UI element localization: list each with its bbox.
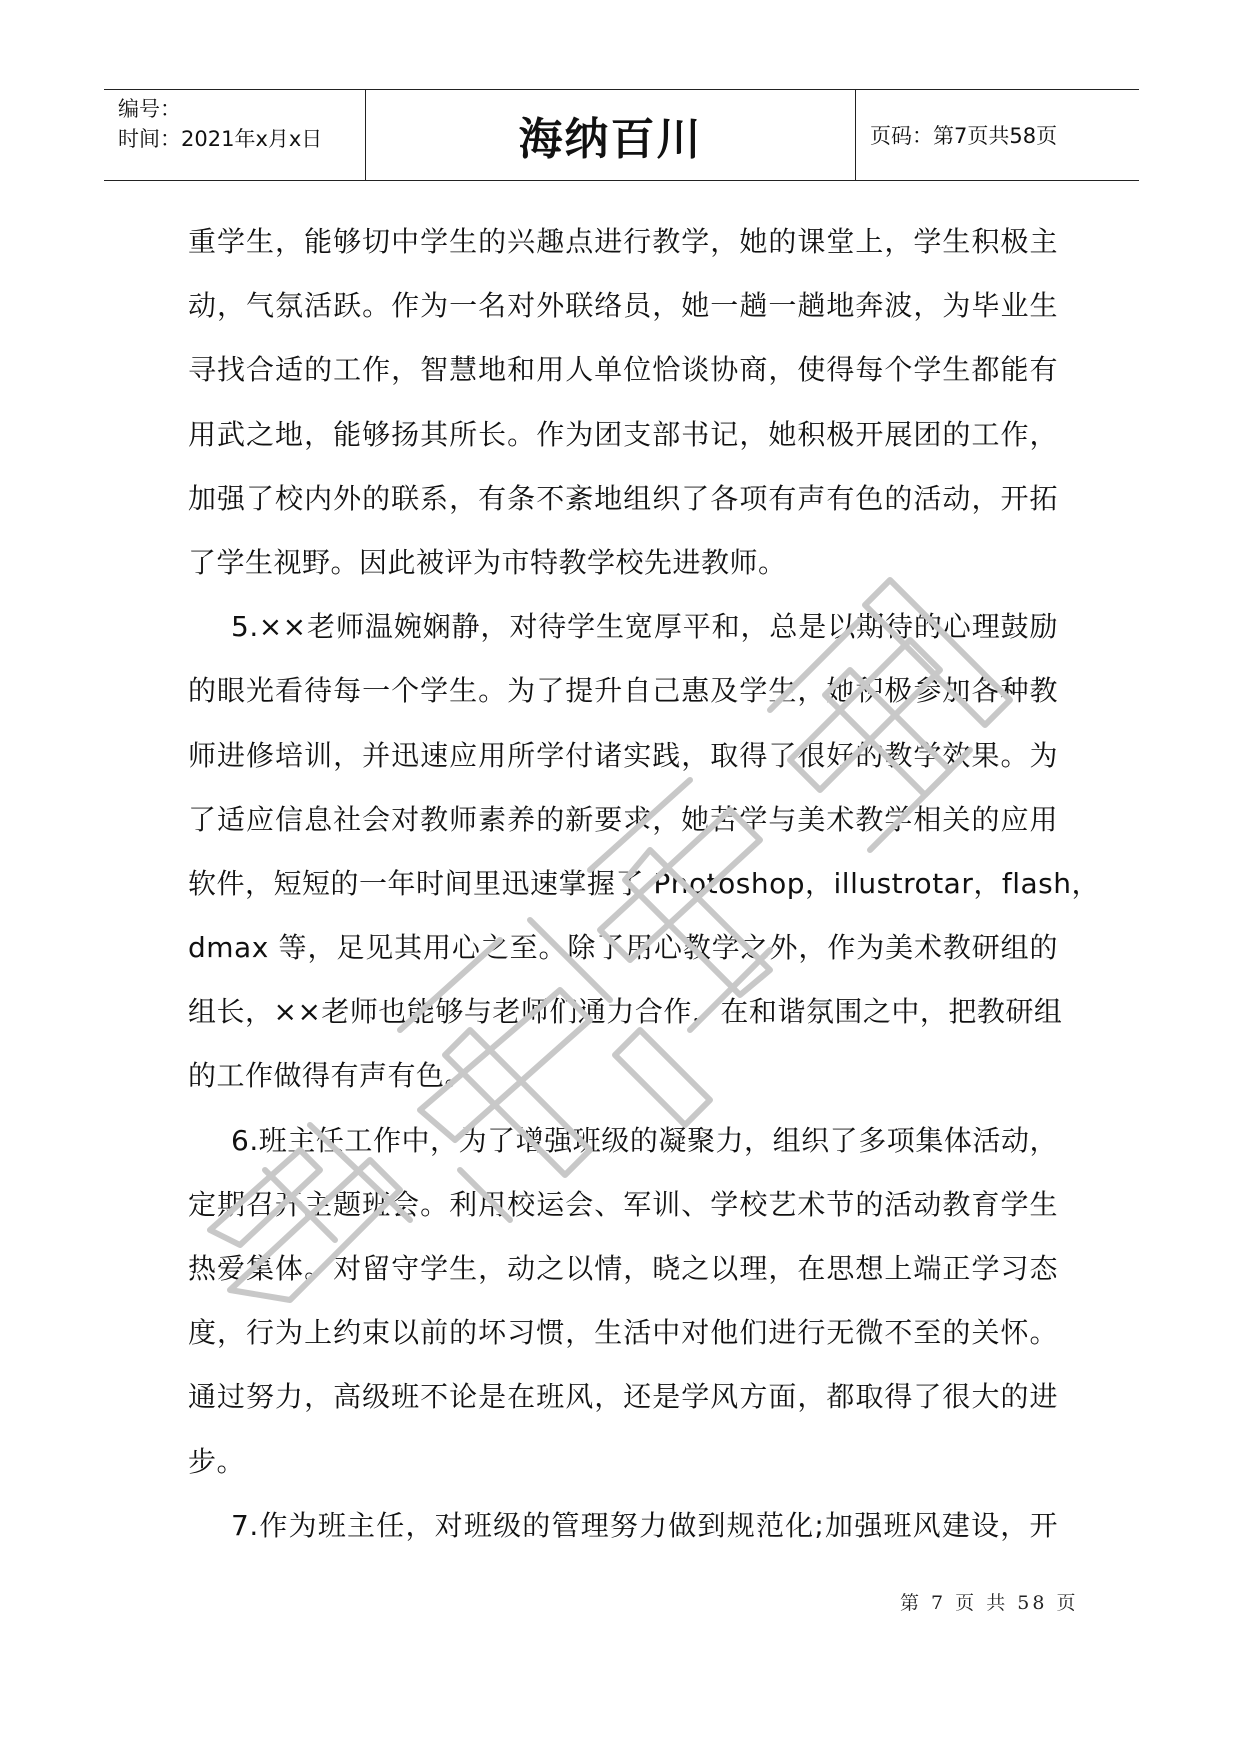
body-line: 7.作为班主任，对班级的管理努力做到规范化;加强班风建设，开 bbox=[231, 1508, 1058, 1542]
body-line: 组长，××老师也能够与老师们通力合作，在和谐氛围之中，把教研组 bbox=[188, 995, 1063, 1029]
body-line: 用武之地，能够扬其所长。作为团支部书记，她积极开展团的工作， bbox=[188, 417, 1058, 451]
page-header bbox=[104, 89, 1139, 181]
body-line: 寻找合适的工作，智慧地和用人单位恰谈协商，使得每个学生都能有 bbox=[188, 353, 1058, 387]
body-line: 热爱集体。对留守学生，动之以情，晓之以理，在思想上端正学习态 bbox=[188, 1252, 1058, 1285]
body-line: 6.班主任工作中，为了增强班级的凝聚力，组织了多项集体活动， bbox=[231, 1123, 1058, 1157]
body-line: 5.××老师温婉娴静，对待学生宽厚平和，总是以期待的心理鼓励 bbox=[231, 610, 1058, 644]
body-line: 度，行为上约束以前的坏习惯，生活中对他们进行无微不至的关怀。 bbox=[188, 1316, 1058, 1350]
header-page-label: 页码：第7页共58页 bbox=[870, 124, 1058, 148]
body-line: 加强了校内外的联系，有条不紊地组织了各项有声有色的活动，开拓 bbox=[188, 481, 1058, 515]
body-line: 重学生，能够切中学生的兴趣点进行教学，她的课堂上，学生积极主 bbox=[188, 225, 1058, 258]
body-line: 了学生视野。因此被评为市特教学校先进教师。 bbox=[188, 545, 787, 579]
header-meta-cell bbox=[104, 90, 366, 180]
serial-label: 编号： bbox=[118, 97, 181, 121]
body-line: 软件，短短的一年时间里迅速掌握了 Photoshop，illustrotar，flash， bbox=[188, 866, 1100, 900]
time-label: 时间：2021年x月x日 bbox=[118, 127, 323, 151]
body-line: 的眼光看待每一个学生。为了提升自己惠及学生，她积极参加各种教 bbox=[188, 674, 1058, 708]
body-line: 了适应信息社会对教师素养的新要求，她苦学与美术教学相关的应用 bbox=[188, 802, 1058, 836]
body-line: 动，气氛活跃。作为一名对外联络员，她一趟一趟地奔波，为毕业生 bbox=[188, 289, 1058, 323]
body-line: 通过努力，高级班不论是在班风，还是学风方面，都取得了很大的进 bbox=[188, 1380, 1058, 1414]
page-footer: 第 7 页 共 58 页 bbox=[900, 1592, 1079, 1614]
body-line: 师进修培训，并迅速应用所学付诸实践，取得了很好的教学效果。为 bbox=[188, 738, 1058, 772]
body-line: 定期召开主题班会。利用校运会、军训、学校艺术节的活动教育学生 bbox=[188, 1187, 1058, 1221]
body-line: dmax 等，足见其用心之至。除了用心教学之外，作为美术教研组的 bbox=[188, 931, 1058, 965]
body-line: 步。 bbox=[188, 1444, 246, 1478]
body-line: 的工作做得有声有色。 bbox=[188, 1059, 474, 1093]
header-title: 海纳百川 bbox=[366, 90, 856, 180]
body-text bbox=[188, 210, 1100, 1558]
